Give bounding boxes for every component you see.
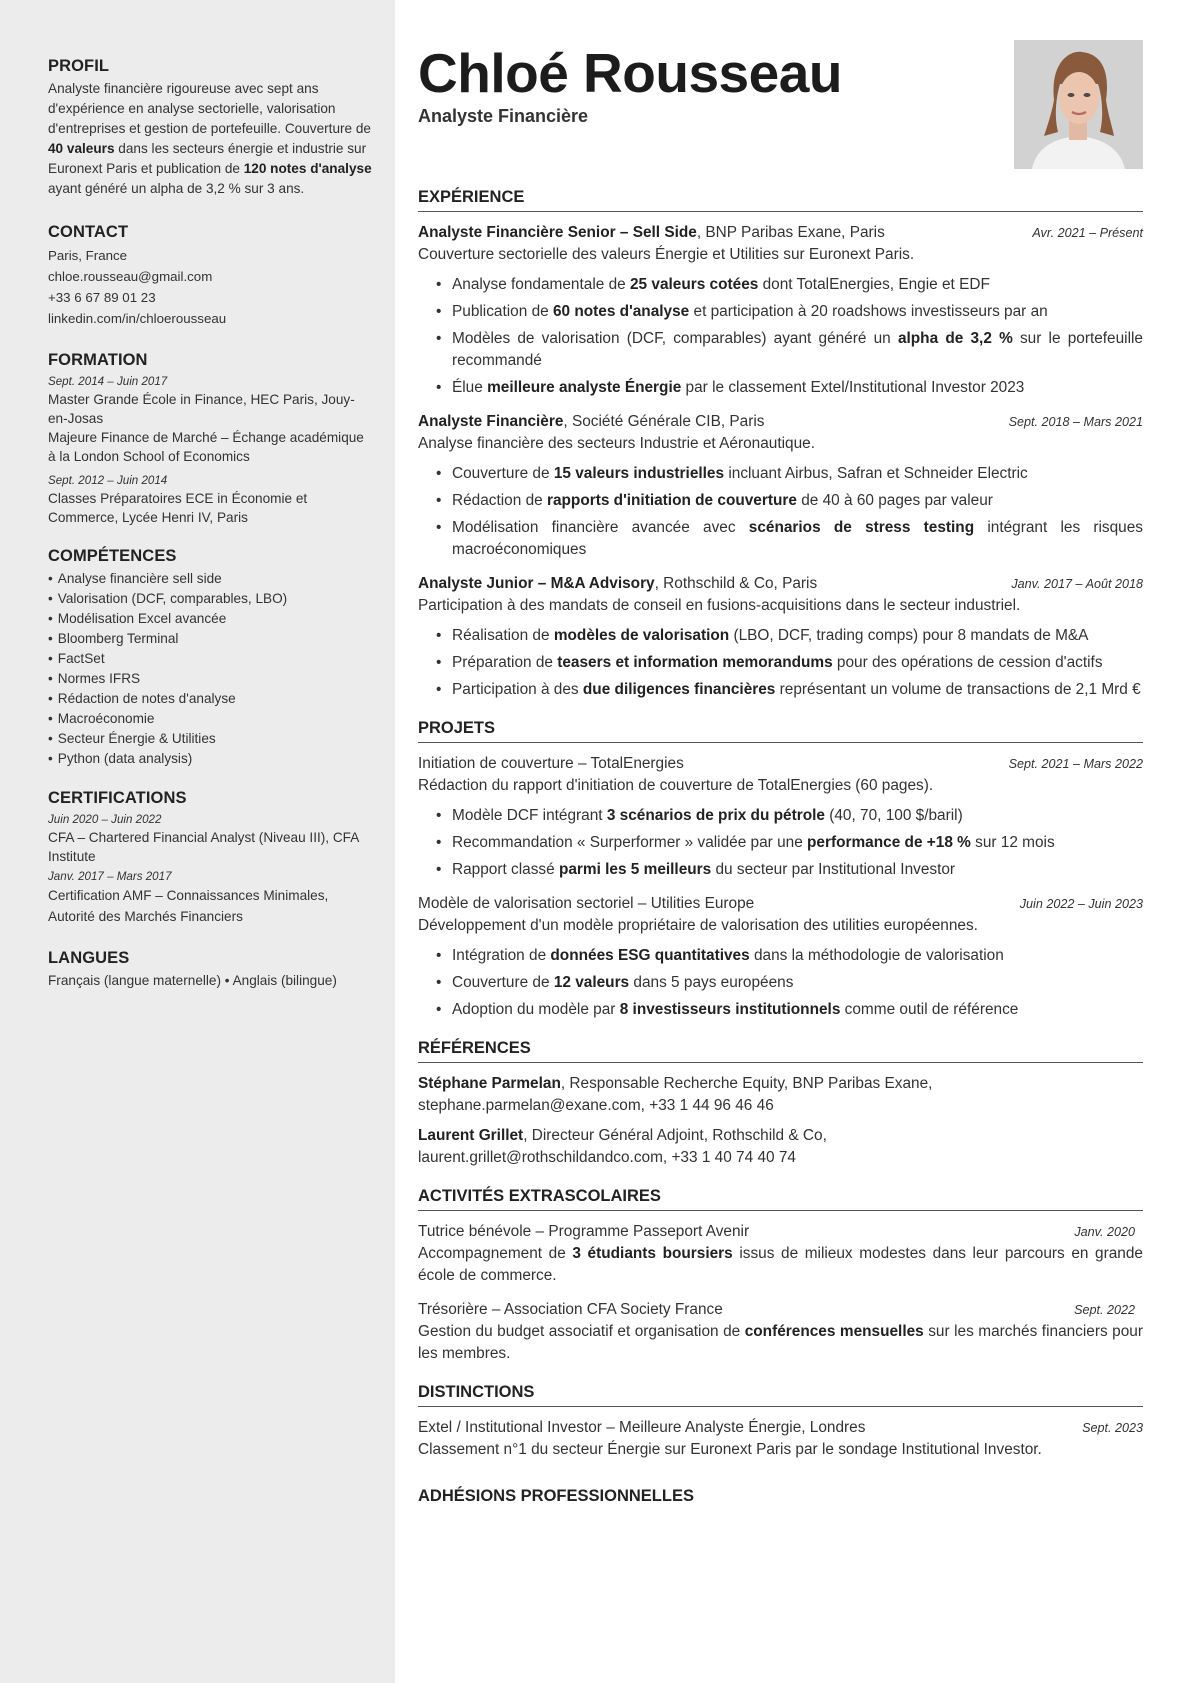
experience-entry (418, 222, 1143, 399)
bullet-highlight: scénarios de stress testing (748, 519, 975, 536)
bullet-text: dont TotalEnergies, Engie et EDF (758, 276, 990, 293)
project-bullets (418, 805, 1143, 881)
bullet-highlight: 3 scénarios de prix du pétrole (606, 807, 825, 824)
certification-title: Certification AMF – Connaissances Minimales, Autorité des Marchés Financiers (48, 888, 329, 924)
bullet-highlight: 60 notes d'analyse (552, 303, 690, 320)
certification-item (48, 868, 373, 927)
reference-item (418, 1125, 1143, 1169)
job-title: Analyste Financière Senior – Sell Side (418, 224, 697, 241)
award-title: Extel / Institutional Investor – Meilleure Analyste Énergie, Londres (418, 1419, 866, 1436)
skill-item: • Rédaction de notes d'analyse (48, 689, 373, 709)
experience-entry (418, 411, 1143, 561)
job-bullet (436, 328, 1143, 372)
project-bullet (436, 805, 1143, 827)
bullet-highlight: modèles de valorisation (553, 627, 730, 644)
education-heading: FORMATION (48, 351, 148, 369)
activity-date: Sept. 2022 (1074, 1303, 1135, 1317)
bullet-highlight: 12 valeurs (553, 974, 630, 991)
reference-position: , Responsable Recherche Equity, BNP Paribas Exane, (560, 1075, 933, 1092)
project-summary: Rédaction du rapport d'initiation de couverture de TotalEnergies (60 pages). (418, 777, 934, 794)
bullet-text: Recommandation « Surperformer » validée par une (452, 834, 808, 851)
activity-text: Accompagnement de (418, 1245, 573, 1262)
skill-item: • Macroéconomie (48, 709, 373, 729)
bullet-text: dans 5 pays européens (629, 974, 794, 991)
languages-heading: LANGUES (48, 949, 130, 967)
bullet-text: Adoption du modèle par (452, 1001, 620, 1018)
experience-position (418, 411, 764, 433)
job-bullets (418, 274, 1143, 399)
contact-heading: CONTACT (48, 223, 129, 241)
activity-highlight: 3 étudiants boursiers (572, 1245, 733, 1262)
bullet-text: Modèle DCF intégrant (452, 807, 607, 824)
profile-section (48, 57, 373, 199)
activity-text: issus de milieux modestes dans leur parcours en grande école de commerce. (418, 1245, 1143, 1284)
skill-item: • Analyse financière sell side (48, 569, 373, 589)
reference-name: Stéphane Parmelan (418, 1075, 561, 1092)
job-bullet (436, 652, 1143, 674)
profile-heading: PROFIL (48, 57, 110, 75)
contact-linkedin[interactable]: linkedin.com/in/chloerousseau (48, 311, 227, 326)
job-bullets (418, 463, 1143, 561)
project-bullet (436, 999, 1143, 1021)
experience-entry (418, 573, 1143, 701)
bullet-text: représentant un volume de transactions de 2,1 Mrd € (775, 681, 1141, 698)
bullet-text: intégrant les risques macroéconomiques (452, 519, 1143, 558)
main-content (418, 0, 1143, 1683)
experience-position (418, 573, 817, 595)
project-date: Juin 2022 – Juin 2023 (1019, 897, 1143, 911)
bullet-highlight: performance de +18 % (807, 834, 971, 851)
project-title: Modèle de valorisation sectoriel – Utilities Europe (418, 895, 755, 912)
project-entry (418, 753, 1143, 881)
education-date: Sept. 2012 – Juin 2014 (48, 474, 168, 487)
skill-item: • Modélisation Excel avancée (48, 609, 373, 629)
bullet-text: du secteur par Institutional Investor (711, 861, 956, 878)
experience-header (418, 222, 1143, 244)
bullet-highlight: 8 investisseurs institutionnels (619, 1001, 841, 1018)
skills-heading: COMPÉTENCES (48, 547, 177, 565)
experience-position (418, 222, 885, 244)
contact-phone[interactable]: +33 6 67 89 01 23 (48, 290, 156, 305)
profile-highlight: 120 notes d'analyse (243, 161, 372, 176)
job-summary: Participation à des mandats de conseil en fusions-acquisitions dans le secteur industriel. (418, 597, 1021, 614)
bullet-text: Couverture de (452, 974, 554, 991)
skill-item: • Python (data analysis) (48, 749, 373, 769)
project-bullets (418, 945, 1143, 1021)
job-date: Janv. 2017 – Août 2018 (1011, 577, 1143, 591)
bullet-text: Réalisation de (452, 627, 554, 644)
activity-text: Gestion du budget associatif et organisation de (418, 1323, 745, 1340)
job-bullets (418, 625, 1143, 701)
profile-photo (1014, 40, 1143, 169)
activity-header (418, 1299, 1143, 1321)
bullet-text: dans la méthodologie de valorisation (749, 947, 1004, 964)
resume-body (418, 170, 1143, 1520)
bullet-text: Intégration de (452, 947, 551, 964)
bullet-highlight: teasers et information memorandums (557, 654, 833, 671)
education-item (48, 472, 373, 527)
education-title: Master Grande École in Finance, HEC Paris, Jouy-en-Josas (48, 392, 355, 426)
bullet-text: (40, 70, 100 $/baril) (824, 807, 963, 824)
skill-item: • FactSet (48, 649, 373, 669)
bullet-text: Couverture de (452, 465, 554, 482)
profile-text-part: dans les secteurs énergie et industrie sur Euronext Paris et publication de (48, 141, 367, 176)
certifications-heading: CERTIFICATIONS (48, 789, 187, 807)
education-detail: Majeure Finance de Marché – Échange académique à la London School of Economics (48, 430, 364, 464)
bullet-text: Élue (452, 379, 488, 396)
project-header (418, 753, 1143, 775)
candidate-name: Chloé Rousseau (418, 42, 842, 104)
activity-title: Trésorière – Association CFA Society France (418, 1301, 723, 1318)
contact-email[interactable]: chloe.rousseau@gmail.com (48, 269, 213, 284)
bullet-highlight: due diligences financières (582, 681, 776, 698)
awards-heading: DISTINCTIONS (418, 1383, 1143, 1407)
bullet-text: sur le portefeuille recommandé (452, 330, 1143, 369)
bullet-highlight: rapports d'initiation de couverture (546, 492, 797, 509)
job-bullet (436, 463, 1143, 485)
activity-entry (418, 1299, 1143, 1365)
profile-text-part: ayant généré un alpha de 3,2 % sur 3 ans. (48, 181, 305, 196)
certification-date: Juin 2020 – Juin 2022 (48, 813, 162, 826)
reference-name: Laurent Grillet (418, 1127, 524, 1144)
job-bullet (436, 377, 1143, 399)
project-bullet (436, 972, 1143, 994)
activity-title: Tutrice bénévole – Programme Passeport Avenir (418, 1223, 750, 1240)
project-entry (418, 893, 1143, 1021)
activity-entry (418, 1221, 1143, 1287)
activity-description (418, 1243, 1143, 1287)
bullet-text: Préparation de (452, 654, 558, 671)
job-date: Sept. 2018 – Mars 2021 (1008, 415, 1143, 429)
profile-highlight: 40 valeurs (48, 141, 115, 156)
project-bullet (436, 859, 1143, 881)
job-bullet (436, 625, 1143, 647)
languages-section (48, 949, 373, 990)
activity-date: Janv. 2020 (1074, 1225, 1135, 1239)
job-company: , Société Générale CIB, Paris (563, 413, 765, 430)
memberships-heading: ADHÉSIONS PROFESSIONNELLES (418, 1487, 694, 1505)
skill-item: • Secteur Énergie & Utilities (48, 729, 373, 749)
bullet-text: Rédaction de (452, 492, 547, 509)
job-bullet (436, 517, 1143, 561)
job-date: Avr. 2021 – Présent (1032, 226, 1143, 240)
experience-heading: EXPÉRIENCE (418, 188, 1143, 212)
bullet-highlight: alpha de 3,2 % (897, 330, 1013, 347)
activity-highlight: conférences mensuelles (744, 1323, 924, 1340)
bullet-text: de 40 à 60 pages par valeur (796, 492, 993, 509)
activity-text: sur les marchés financiers pour les membres. (418, 1323, 1143, 1362)
bullet-text: sur 12 mois (970, 834, 1055, 851)
contact-section (48, 223, 373, 329)
award-header (418, 1417, 1143, 1439)
bullet-text: Publication de (452, 303, 553, 320)
job-bullet (436, 274, 1143, 296)
skills-section (48, 547, 373, 769)
project-title: Initiation de couverture – TotalEnergies (418, 755, 684, 772)
education-section (48, 351, 373, 527)
award-summary: Classement n°1 du secteur Énergie sur Euronext Paris par le sondage Institutional Investor. (418, 1441, 1042, 1458)
bullet-text: Modèles de valorisation (DCF, comparables) ayant généré un (452, 330, 898, 347)
bullet-highlight: 15 valeurs industrielles (553, 465, 725, 482)
skill-item: • Bloomberg Terminal (48, 629, 373, 649)
job-title: Analyste Junior – M&A Advisory (418, 575, 655, 592)
bullet-highlight: meilleure analyste Énergie (487, 379, 682, 396)
job-bullet (436, 679, 1143, 701)
bullet-text: Analyse fondamentale de (452, 276, 630, 293)
skill-item: • Valorisation (DCF, comparables, LBO) (48, 589, 373, 609)
job-company: , BNP Paribas Exane, Paris (696, 224, 885, 241)
projects-heading: PROJETS (418, 719, 1143, 743)
certification-item (48, 811, 373, 866)
bullet-text: Rapport classé (452, 861, 559, 878)
education-date: Sept. 2014 – Juin 2017 (48, 375, 168, 388)
certification-title: CFA – Chartered Financial Analyst (Niveau III), CFA Institute (48, 830, 359, 864)
project-header (418, 893, 1143, 915)
bullet-text: comme outil de référence (840, 1001, 1019, 1018)
bullet-text: par le classement Extel/Institutional Investor 2023 (681, 379, 1025, 396)
project-summary: Développement d'un modèle propriétaire de valorisation des utilities européennes. (418, 917, 978, 934)
project-bullet (436, 832, 1143, 854)
experience-header (418, 573, 1143, 595)
reference-contact: laurent.grillet@rothschildandco.com, +33 1 40 74 40 74 (418, 1149, 796, 1166)
bullet-text: et participation à 20 roadshows investisseurs par an (689, 303, 1048, 320)
job-bullet (436, 490, 1143, 512)
portrait-icon (1014, 40, 1143, 169)
bullet-text: pour des opérations de cession d'actifs (832, 654, 1103, 671)
project-bullet (436, 945, 1143, 967)
experience-header (418, 411, 1143, 433)
job-bullet (436, 301, 1143, 323)
reference-contact: stephane.parmelan@exane.com, +33 1 44 96 46 46 (418, 1097, 774, 1114)
profile-text-part: Analyste financière rigoureuse avec sept ans d'expérience en analyse sectorielle, valorisation d'entreprises et gestion de portefeuille. Couverture de (48, 81, 371, 136)
bullet-highlight: parmi les 5 meilleurs (558, 861, 712, 878)
project-date: Sept. 2021 – Mars 2022 (1008, 757, 1143, 771)
reference-position: , Directeur Général Adjoint, Rothschild & Co, (523, 1127, 827, 1144)
sidebar (0, 0, 395, 1683)
bullet-highlight: données ESG quantitatives (550, 947, 750, 964)
activity-description (418, 1321, 1143, 1365)
bullet-text: Modélisation financière avancée avec (452, 519, 749, 536)
job-company: , Rothschild & Co, Paris (654, 575, 818, 592)
contact-location: Paris, France (48, 248, 128, 263)
education-title: Classes Préparatoires ECE in Économie et Commerce, Lycée Henri IV, Paris (48, 491, 308, 525)
activities-heading: ACTIVITÉS EXTRASCOLAIRES (418, 1187, 1143, 1211)
bullet-text: Participation à des (452, 681, 583, 698)
bullet-highlight: 25 valeurs cotées (629, 276, 759, 293)
job-summary: Couverture sectorielle des valeurs Énergie et Utilities sur Euronext Paris. (418, 246, 915, 263)
skill-item: • Normes IFRS (48, 669, 373, 689)
job-summary: Analyse financière des secteurs Industrie et Aéronautique. (418, 435, 815, 452)
award-entry (418, 1417, 1143, 1461)
certifications-section (48, 789, 373, 927)
award-date: Sept. 2023 (1082, 1421, 1143, 1435)
certification-date: Janv. 2017 – Mars 2017 (48, 870, 172, 883)
bullet-text: (LBO, DCF, trading comps) pour 8 mandats de M&A (729, 627, 1089, 644)
skills-list (48, 569, 373, 769)
activity-header (418, 1221, 1143, 1243)
languages-text: Français (langue maternelle) • Anglais (bilingue) (48, 973, 337, 988)
reference-item (418, 1073, 1143, 1117)
bullet-text: incluant Airbus, Safran et Schneider Electric (724, 465, 1028, 482)
profile-text (48, 79, 373, 199)
education-item (48, 373, 373, 466)
job-title: Analyste Financière (418, 413, 564, 430)
references-heading: RÉFÉRENCES (418, 1039, 1143, 1063)
candidate-role: Analyste Financière (418, 106, 589, 126)
